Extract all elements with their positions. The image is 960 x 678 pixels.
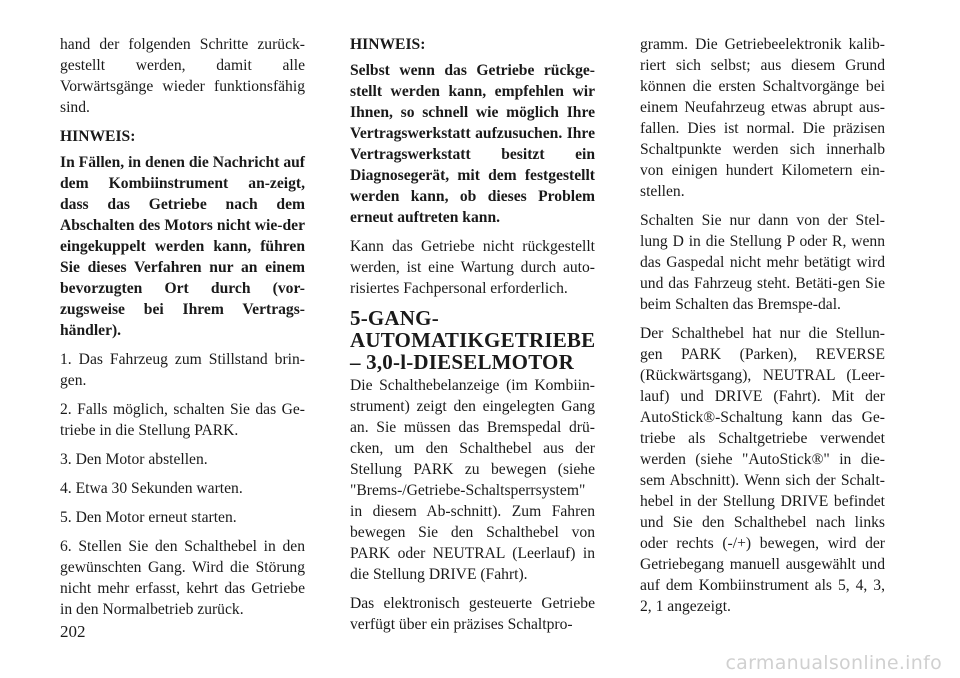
column-middle (350, 34, 595, 643)
page-number: 202 (60, 622, 86, 641)
step-2: 2. Falls möglich, schalten Sie das Ge-triebe in die Stellung PARK. (60, 401, 305, 439)
note-text: Selbst wenn das Getriebe rückge-stellt werden kann, empfehlen wir Ihnen, so schnell wie möglich Ihre Vertragswerkstatt aufzusuchen. Ihre Vertragswerkstatt besitzt ein Diagnosegerät, mit dem festgestellt werden kann, ob dieses Problem erneut auftreten kann. (350, 62, 595, 226)
paragraph: Das elektronisch gesteuerte Getriebe verfügt über ein präzises Schaltpro- (350, 595, 595, 633)
paragraph: Schalten Sie nur dann von der Stel-lung D in die Stellung P oder R, wenn das Gaspedal nicht mehr betätigt wird und das Fahrzeug steht. Betäti-gen Sie beim Schalten das Bremspe-dal. (640, 212, 885, 313)
paragraph: gramm. Die Getriebeelektronik kalib-riert sich selbst; aus diesem Grund können die ersten Schaltvorgänge bei einem Neufahrzeug etwas abrupt aus-fallen. Dies ist normal. Die präzisen Schaltpunkte werden sich innerhalb von einigen hundert Kilometern ein-stellen. (640, 36, 885, 200)
step-4: 4. Etwa 30 Sekunden warten. (60, 480, 243, 497)
step-1: 1. Das Fahrzeug zum Stillstand brin-gen. (60, 351, 305, 389)
note-label: HINWEIS: (60, 128, 136, 145)
paragraph: Kann das Getriebe nicht rückgestellt werden, ist eine Wartung durch auto-risiertes Fachpersonal erforderlich. (350, 238, 595, 297)
paragraph: Die Schalthebelanzeige (im Kombiin-strument) zeigt den eingelegten Gang an. Sie müssen das Bremspedal drü-cken, um den Schalthebel aus der Stellung PARK zu bewegen (siehe "Brems-/Getriebe-Schaltsperrsystem" in diesem Ab-schnitt). Zum Fahren bewegen Sie den Schalthebel von PARK oder NEUTRAL (Leerlauf) in die Stellung DRIVE (Fahrt). (350, 377, 595, 583)
section-heading: 5-GANG-AUTOMATIKGETRIEBE – 3,0-l-DIESELMOTOR (350, 306, 596, 374)
watermark: carmanualsonline.info (725, 652, 942, 674)
note-text: In Fällen, in denen die Nachricht auf dem Kombiinstrument an-zeigt, dass das Getriebe nach dem Abschalten des Motors nicht wie-der eingekuppelt werden kann, führen Sie dieses Verfahren nur an einem bevorzugten Ort durch (vor-zugsweise bei Ihrem Vertrags-händler). (60, 154, 305, 339)
step-6: 6. Stellen Sie den Schalthebel in den gewünschten Gang. Wird die Störung nicht mehr erfasst, kehrt das Getriebe in den Normalbetrieb zurück. (60, 538, 305, 618)
column-left (60, 34, 305, 628)
step-3: 3. Den Motor abstellen. (60, 451, 208, 468)
step-5: 5. Den Motor erneut starten. (60, 509, 237, 526)
column-right (640, 34, 885, 625)
paragraph: Der Schalthebel hat nur die Stellun-gen PARK (Parken), REVERSE (Rückwärtsgang), NEUTRAL (Leer-lauf) und DRIVE (Fahrt). Mit der AutoStick®-Schaltung kann das Ge-triebe als Schaltgetriebe verwendet werden (siehe "AutoStick®" in die-sem Abschnitt). Wenn sich der Schalt-hebel in der Stellung DRIVE befindet und Sie den Schalthebel nach links oder rechts (-/+) bewegen, wird der Getriebegang manuell ausgewählt und auf dem Kombiinstrument als 5, 4, 3, 2, 1 angezeigt. (640, 325, 885, 615)
intro-paragraph: hand der folgenden Schritte zurück-gestellt werden, damit alle Vorwärtsgänge wieder funktionsfähig sind. (60, 36, 305, 116)
note-label: HINWEIS: (350, 36, 426, 53)
